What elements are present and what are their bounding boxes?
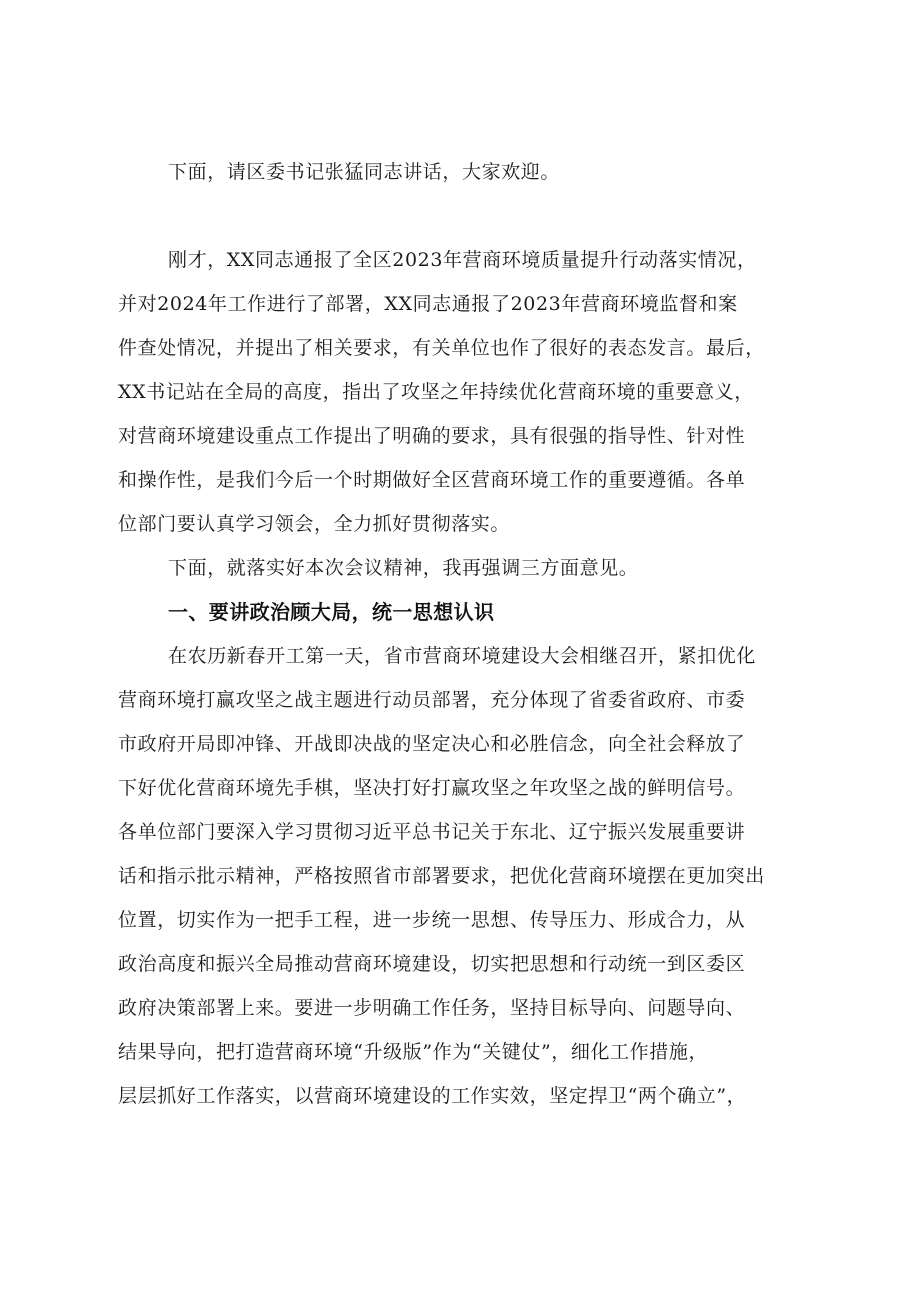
paragraph-line: 并对2024年工作进行了部署，XX同志通报了2023年营商环境监督和案 — [118, 293, 738, 315]
blank-line — [118, 194, 828, 238]
paragraph-transition: 下面，就落实好本次会议精神，我再强调三方面意见。 — [168, 557, 639, 579]
paragraph-line: 刚才，XX同志通报了全区2023年营商环境质量提升行动落实情况， — [168, 249, 757, 271]
intro-line: 下面，请区委书记张猛同志讲话，大家欢迎。 — [168, 161, 561, 183]
paragraph-line: 政治高度和振兴全局推动营商环境建设，切实把思想和行动统一到区委区 — [118, 953, 746, 975]
paragraph-line: 结果导向，把打造营商环境“升级版”作为“关键仗”，细化工作措施， — [118, 1041, 709, 1063]
section-heading: 一、要讲政治顾大局，统一思想认识 — [168, 600, 495, 624]
paragraph-line: XX书记站在全局的高度，指出了攻坚之年持续优化营商环境的重要意义， — [118, 381, 754, 403]
paragraph-review — [118, 238, 828, 546]
paragraph-line: 话和指示批示精神，严格按照省市部署要求，把优化营商环境摆在更加突出 — [118, 865, 765, 887]
paragraph-line: 下好优化营商环境先手棋，坚决打好打赢攻坚之年攻坚之战的鲜明信号。 — [118, 777, 746, 799]
document-body — [118, 150, 828, 1118]
paragraph-line: 和操作性，是我们今后一个时期做好全区营商环境工作的重要遵循。各单 — [118, 469, 746, 491]
paragraph-line: 层层抓好工作落实，以营商环境建设的工作实效，坚定捍卫“两个确立”， — [118, 1085, 747, 1107]
paragraph-line: 位置，切实作为一把手工程，进一步统一思想、传导压力、形成合力，从 — [118, 909, 746, 931]
paragraph-line: 政府决策部署上来。要进一步明确工作任务，坚持目标导向、问题导向、 — [118, 997, 746, 1019]
paragraph-section-one — [118, 634, 828, 1118]
paragraph-line: 位部门要认真学习领会，全力抓好贯彻落实。 — [118, 513, 511, 535]
paragraph-line: 在农历新春开工第一天，省市营商环境建设大会相继召开，紧扣优化 — [168, 645, 757, 667]
paragraph-line: 各单位部门要深入学习贯彻习近平总书记关于东北、辽宁振兴发展重要讲 — [118, 821, 746, 843]
paragraph-line: 市政府开局即冲锋、开战即决战的坚定决心和必胜信念，向全社会释放了 — [118, 733, 746, 755]
paragraph-line: 件查处情况，并提出了相关要求，有关单位也作了很好的表态发言。最后， — [118, 337, 765, 359]
paragraph-line: 对营商环境建设重点工作提出了明确的要求，具有很强的指导性、针对性 — [118, 425, 746, 447]
paragraph-line: 营商环境打赢攻坚之战主题进行动员部署，充分体现了省委省政府、市委 — [118, 689, 746, 711]
